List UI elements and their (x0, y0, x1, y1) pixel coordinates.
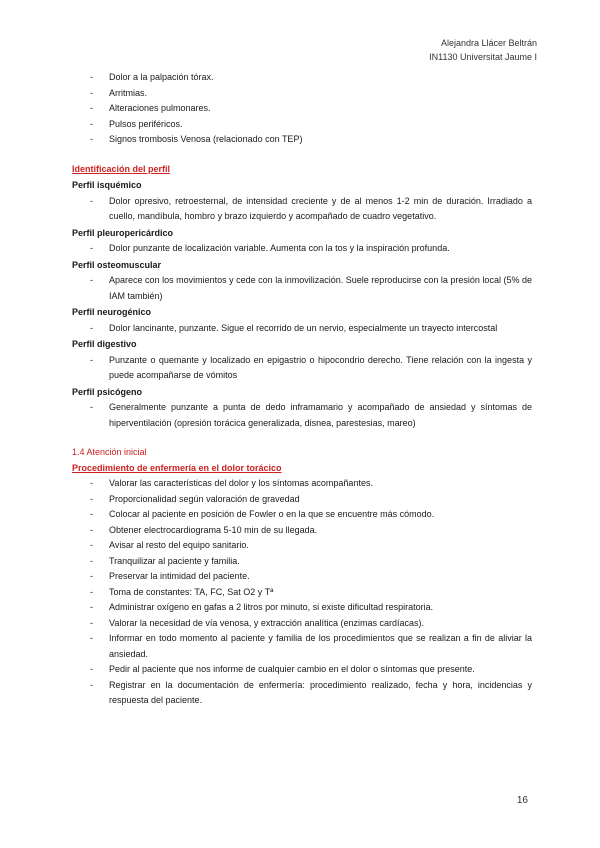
profile-title: Perfil isquémico (72, 180, 142, 190)
list-item: - Proporcionalidad según valoración de gravedad (72, 492, 532, 508)
list-item: - Toma de constantes: TA, FC, Sat O2 y Tª (72, 585, 532, 601)
procedure-title: Procedimiento de enfermería en el dolor torácico (72, 462, 282, 473)
list-item: - Signos trombosis Venosa (relacionado con TEP) (72, 132, 532, 148)
profile-list (72, 273, 532, 304)
list-item: - Valorar las características del dolor y los síntomas acompañantes. (72, 476, 532, 492)
profile-list (72, 400, 532, 431)
page-header (429, 36, 537, 64)
profile-title: Perfil osteomuscular (72, 259, 162, 270)
list-item: - Generalmente punzante a punta de dedo inframamario y acompañado de ansiedad y síntomas de hiperventilación (opresión torácica generalizada, disnea, parestesias, mareo) (72, 400, 532, 431)
list-item: - Arritmias. (72, 86, 532, 102)
profile-title: Perfil pleuropericárdico (72, 227, 174, 238)
list-item: - Avisar al resto del equipo sanitario. (72, 538, 532, 554)
list-item: - Aparece con los movimientos y cede con la inmovilización. Suele reproducirse con la presión local (5% de IAM también) (72, 273, 532, 304)
author-name: Alejandra Llácer Beltrán (440, 38, 537, 48)
profile-title: Perfil psicógeno (72, 386, 143, 397)
list-item: - Colocar al paciente en posición de Fowler o en la que se encuentre más cómodo. (72, 507, 532, 523)
list-item: - Punzante o quemante y localizado en epigastrio o hipocondrio derecho. Tiene relación con la ingesta y puede acompañarse de vómitos (72, 353, 532, 384)
profile-list (72, 353, 532, 384)
list-item: - Registrar en la documentación de enfermería: procedimiento realizado, fecha y hora, incidencias y respuesta del paciente. (72, 678, 532, 709)
list-item: - Dolor opresivo, retroesternal, de intensidad creciente y de al menos 1-2 min de duración. Irradiado a cuello, mandíbula, hombro y brazo izquierdo y acompañado de cuadro vegetativo. (72, 194, 532, 225)
list-item: - Pedir al paciente que nos informe de cualquier cambio en el dolor o síntomas que presente. (72, 662, 532, 678)
list-item: - Tranquilizar al paciente y familia. (72, 554, 532, 570)
list-item: - Dolor punzante de localización variable. Aumenta con la tos y la inspiración profunda. (72, 241, 532, 257)
list-item: - Dolor lancinante, punzante. Sigue el recorrido de un nervio, especialmente un trayecto intercostal (72, 321, 532, 337)
section-heading: 1.4 Atención inicial (72, 447, 147, 457)
procedure-list (72, 476, 532, 709)
profile-list (72, 194, 532, 225)
list-item: - Preservar la intimidad del paciente. (72, 569, 532, 585)
page-content (72, 70, 532, 709)
list-item: - Valorar la necesidad de vía venosa, y extracción analítica (enzimas cardíacas). (72, 616, 532, 632)
profile-list (72, 321, 532, 337)
list-item: - Obtener electrocardiograma 5-10 min de su llegada. (72, 523, 532, 539)
list-item: - Informar en todo momento al paciente y familia de los procedimientos que se realizan a fin de aliviar la ansiedad. (72, 631, 532, 662)
course-code: IN1130 Universitat Jaume I (429, 52, 537, 62)
list-item: - Pulsos periféricos. (72, 117, 532, 133)
profile-title: Perfil digestivo (72, 339, 137, 349)
page-number: 16 (516, 795, 528, 806)
profile-title: Perfil neurogénico (72, 307, 152, 317)
list-item: - Dolor a la palpación tórax. (72, 70, 532, 86)
list-item: - Administrar oxígeno en gafas a 2 litros por minuto, si existe dificultad respiratoria. (72, 600, 532, 616)
profiles-section-title: Identificación del perfil (72, 163, 171, 174)
profile-list (72, 241, 532, 257)
intro-list (72, 70, 532, 148)
list-item: - Alteraciones pulmonares. (72, 101, 532, 117)
